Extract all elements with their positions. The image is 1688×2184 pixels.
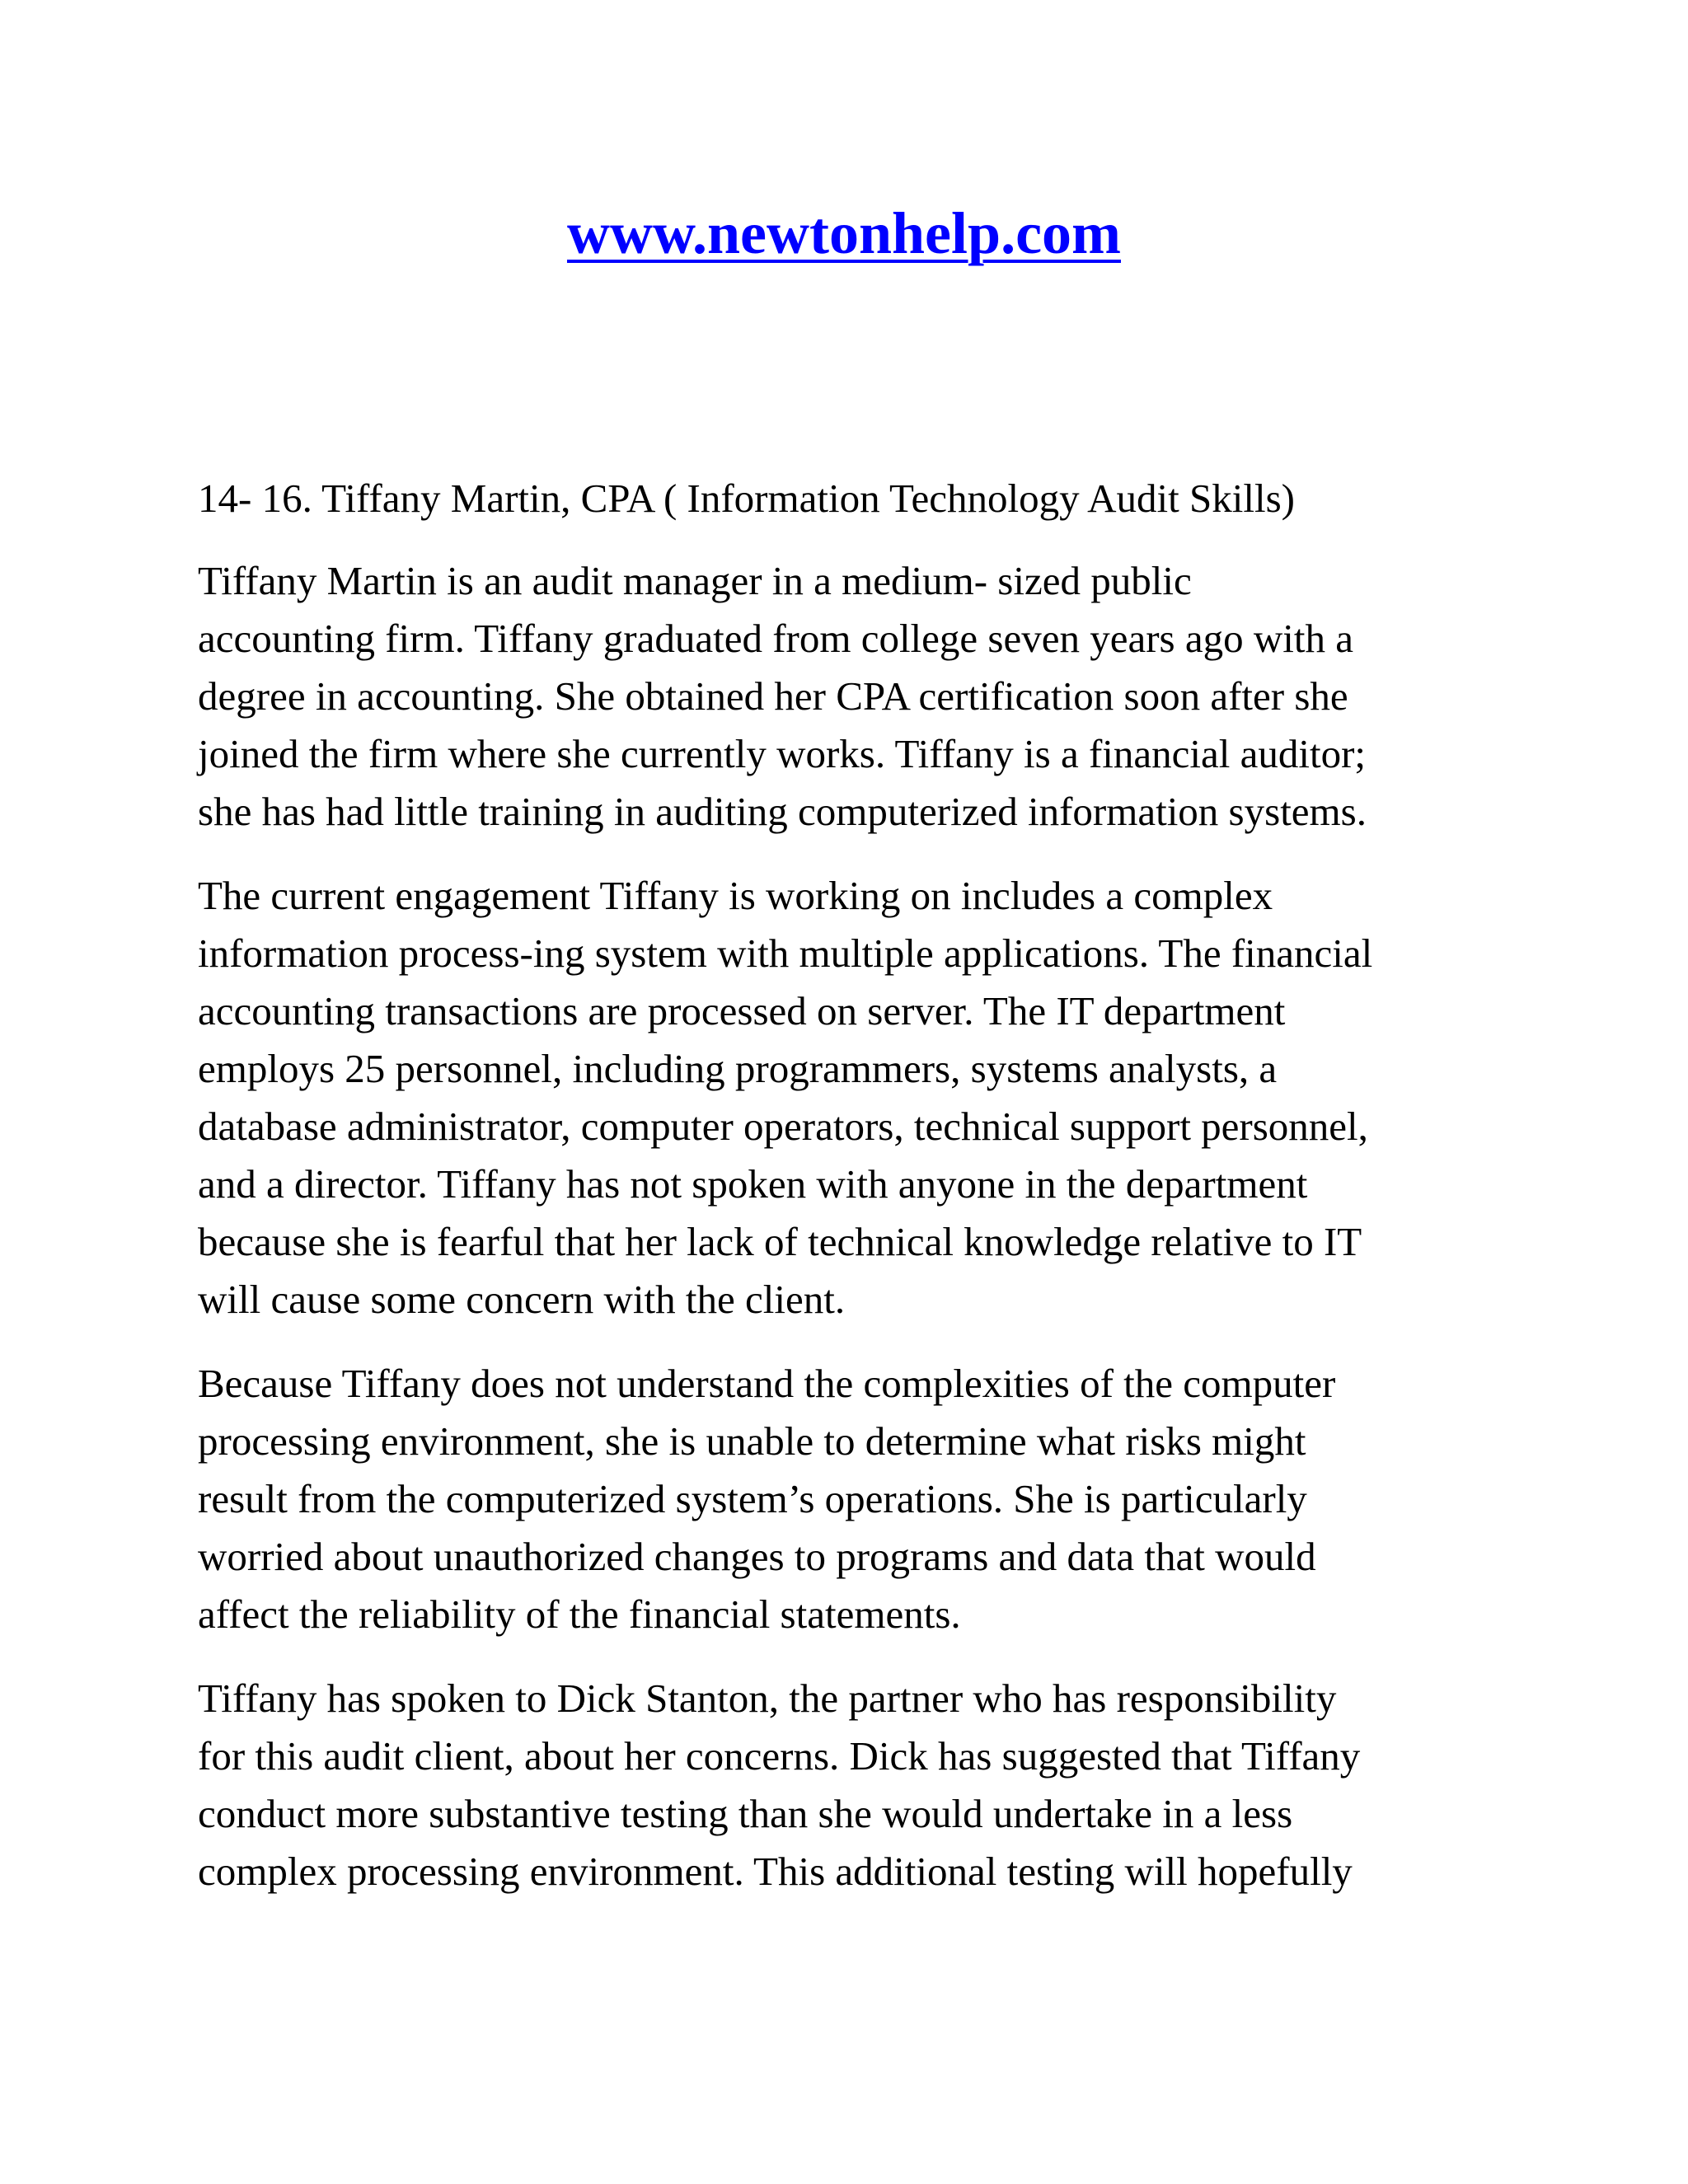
- paragraph-line: Tiffany has spoken to Dick Stanton, the partner who has responsibility: [198, 1675, 1337, 1721]
- paragraph-1: [198, 552, 1517, 841]
- paragraph-line: Because Tiffany does not understand the complexities of the computer: [198, 1361, 1336, 1406]
- website-link[interactable]: www.newtonhelp.com: [566, 200, 1121, 266]
- document-body: [198, 470, 1517, 1927]
- paragraph-line: and a director. Tiffany has not spoken with anyone in the department: [198, 1161, 1308, 1207]
- problem-heading: 14- 16. Tiffany Martin, CPA ( Information Technology Audit Skills): [198, 476, 1295, 521]
- paragraph-line: she has had little training in auditing computerized information systems.: [198, 789, 1367, 834]
- paragraph-line: affect the reliability of the financial statements.: [198, 1591, 961, 1637]
- paragraph-line: degree in accounting. She obtained her CPA certification soon after she: [198, 673, 1348, 719]
- paragraph-2: [198, 867, 1517, 1329]
- paragraph-line: conduct more substantive testing than she would undertake in a less: [198, 1791, 1293, 1836]
- paragraph-line: for this audit client, about her concerns. Dick has suggested that Tiffany: [198, 1733, 1361, 1779]
- header: [0, 198, 1688, 269]
- paragraph-line: The current engagement Tiffany is working on includes a complex: [198, 873, 1273, 918]
- paragraph-line: accounting transactions are processed on server. The IT department: [198, 988, 1286, 1033]
- paragraph-4: [198, 1670, 1517, 1900]
- paragraph-line: processing environment, she is unable to determine what risks might: [198, 1418, 1306, 1464]
- paragraph-line: Tiffany Martin is an audit manager in a medium- sized public: [198, 558, 1192, 603]
- paragraph-line: will cause some concern with the client.: [198, 1277, 846, 1322]
- paragraph-line: joined the firm where she currently works. Tiffany is a financial auditor;: [198, 731, 1367, 776]
- paragraph-line: employs 25 personnel, including programmers, systems analysts, a: [198, 1046, 1278, 1091]
- paragraph-line: accounting firm. Tiffany graduated from college seven years ago with a: [198, 616, 1353, 661]
- paragraph-3: [198, 1355, 1517, 1643]
- paragraph-line: because she is fearful that her lack of technical knowledge relative to IT: [198, 1219, 1362, 1264]
- paragraph-line: worried about unauthorized changes to programs and data that would: [198, 1534, 1316, 1579]
- paragraph-line: database administrator, computer operators, technical support personnel,: [198, 1104, 1368, 1149]
- paragraph-line: complex processing environment. This additional testing will hopefully: [198, 1849, 1353, 1894]
- paragraph-line: information process-ing system with multiple applications. The financial: [198, 930, 1373, 976]
- paragraph-line: result from the computerized system’s operations. She is particularly: [198, 1476, 1307, 1521]
